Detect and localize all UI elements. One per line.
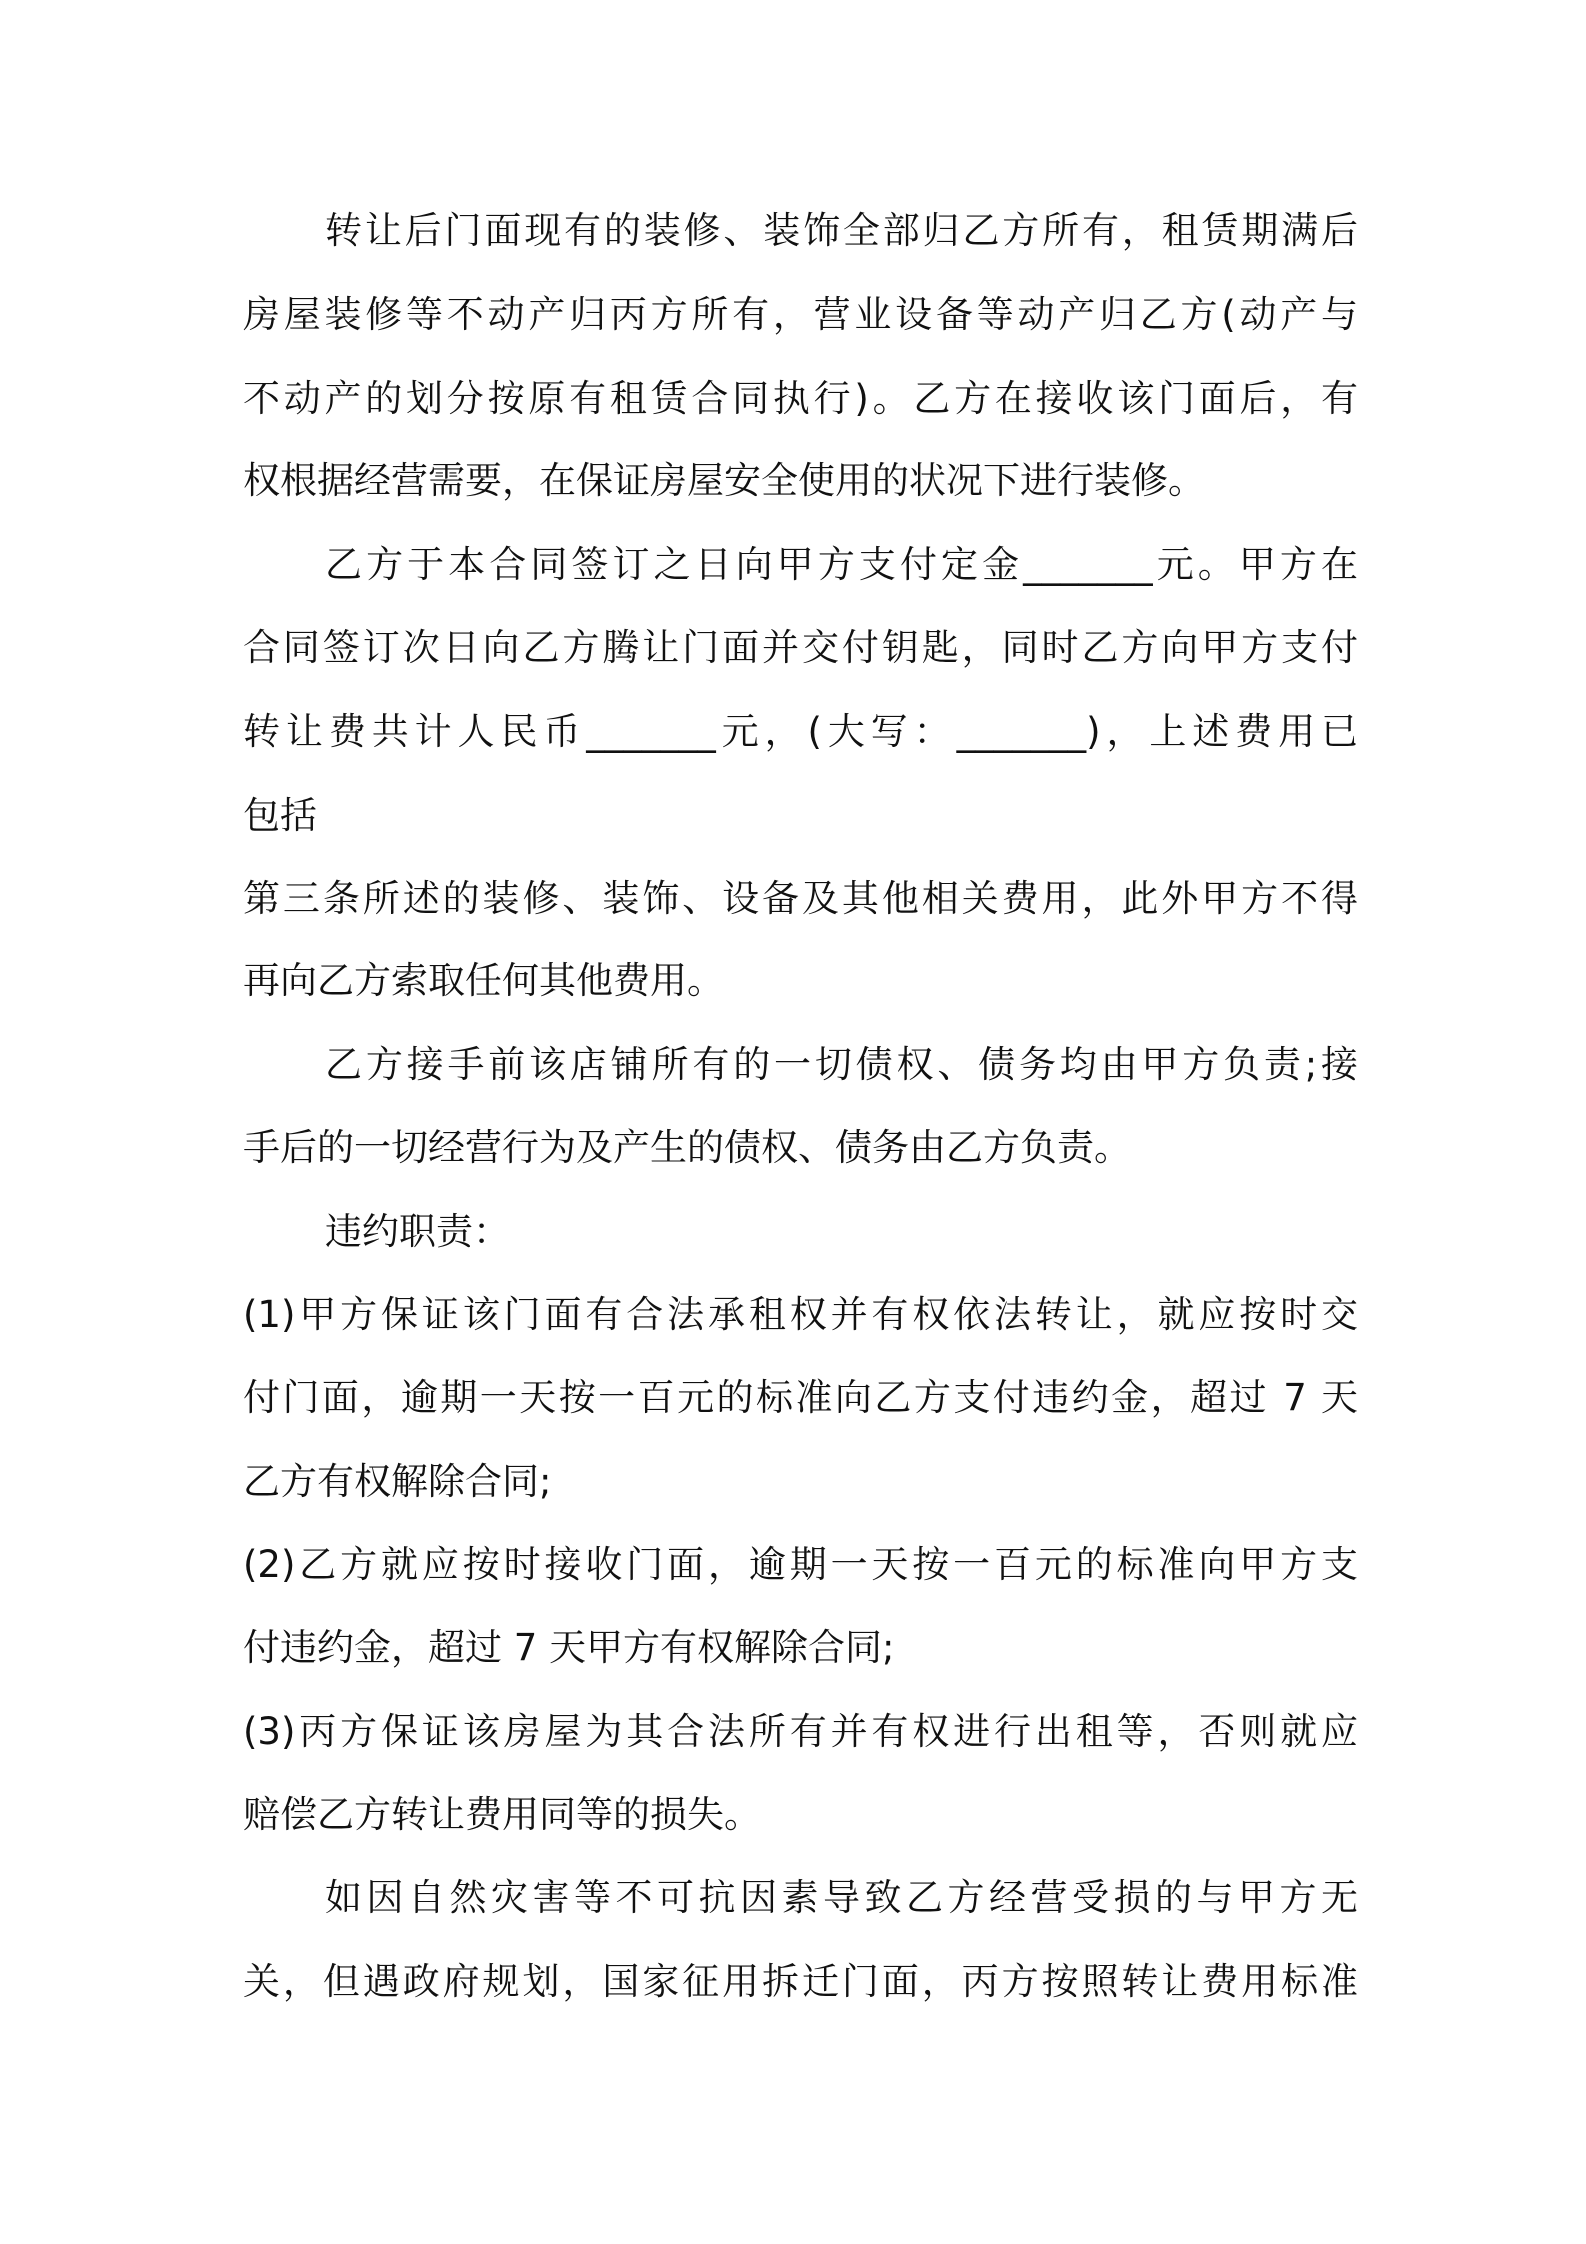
text-line-9: 第三条所述的装修、装饰、设备及其他相关费用，此外甲方不得: [243, 877, 1358, 920]
text-line-22: 关，但遇政府规划，国家征用拆迁门面，丙方按照转让费用标准: [243, 1960, 1358, 2003]
text-line-15: 付门面，逾期一天按一百元的标准向乙方支付违约金，超过 7 天: [243, 1376, 1358, 1419]
text-line-14: (1)甲方保证该门面有合法承租权并有权依法转让，就应按时交: [243, 1293, 1358, 1336]
text-line-6: 合同签订次日向乙方腾让门面并交付钥匙，同时乙方向甲方支付: [243, 626, 1358, 669]
text-line-17: (2)乙方就应按时接收门面，逾期一天按一百元的标准向甲方支: [243, 1543, 1358, 1586]
text-line-19: (3)丙方保证该房屋为其合法所有并有权进行出租等，否则就应: [243, 1710, 1358, 1753]
text-line-1: 转让后门面现有的装修、装饰全部归乙方所有，租赁期满后: [325, 209, 1358, 252]
section-heading: 违约职责：: [325, 1210, 510, 1253]
text-line-7: 转让费共计人民币_______元，(大写：_______)，上述费用已: [243, 710, 1358, 753]
text-line-11: 乙方接手前该店铺所有的一切债权、债务均由甲方负责;接: [325, 1043, 1358, 1086]
text-line-16: 乙方有权解除合同;: [243, 1460, 552, 1503]
text-line-2: 房屋装修等不动产归丙方所有，营业设备等动产归乙方(动产与: [243, 293, 1358, 336]
text-line-3: 不动产的划分按原有租赁合同执行)。乙方在接收该门面后，有: [243, 377, 1358, 420]
text-line-8: 包括: [243, 794, 317, 837]
text-line-18: 付违约金，超过 7 天甲方有权解除合同;: [243, 1626, 895, 1669]
text-line-12: 手后的一切经营行为及产生的债权、债务由乙方负责。: [243, 1126, 1131, 1169]
text-line-20: 赔偿乙方转让费用同等的损失。: [243, 1793, 761, 1836]
text-line-10: 再向乙方索取任何其他费用。: [243, 959, 724, 1002]
text-line-21: 如因自然灾害等不可抗因素导致乙方经营受损的与甲方无: [325, 1876, 1358, 1919]
text-line-5: 乙方于本合同签订之日向甲方支付定金_______元。甲方在: [325, 543, 1358, 586]
text-line-4: 权根据经营需要，在保证房屋安全使用的状况下进行装修。: [243, 459, 1205, 502]
